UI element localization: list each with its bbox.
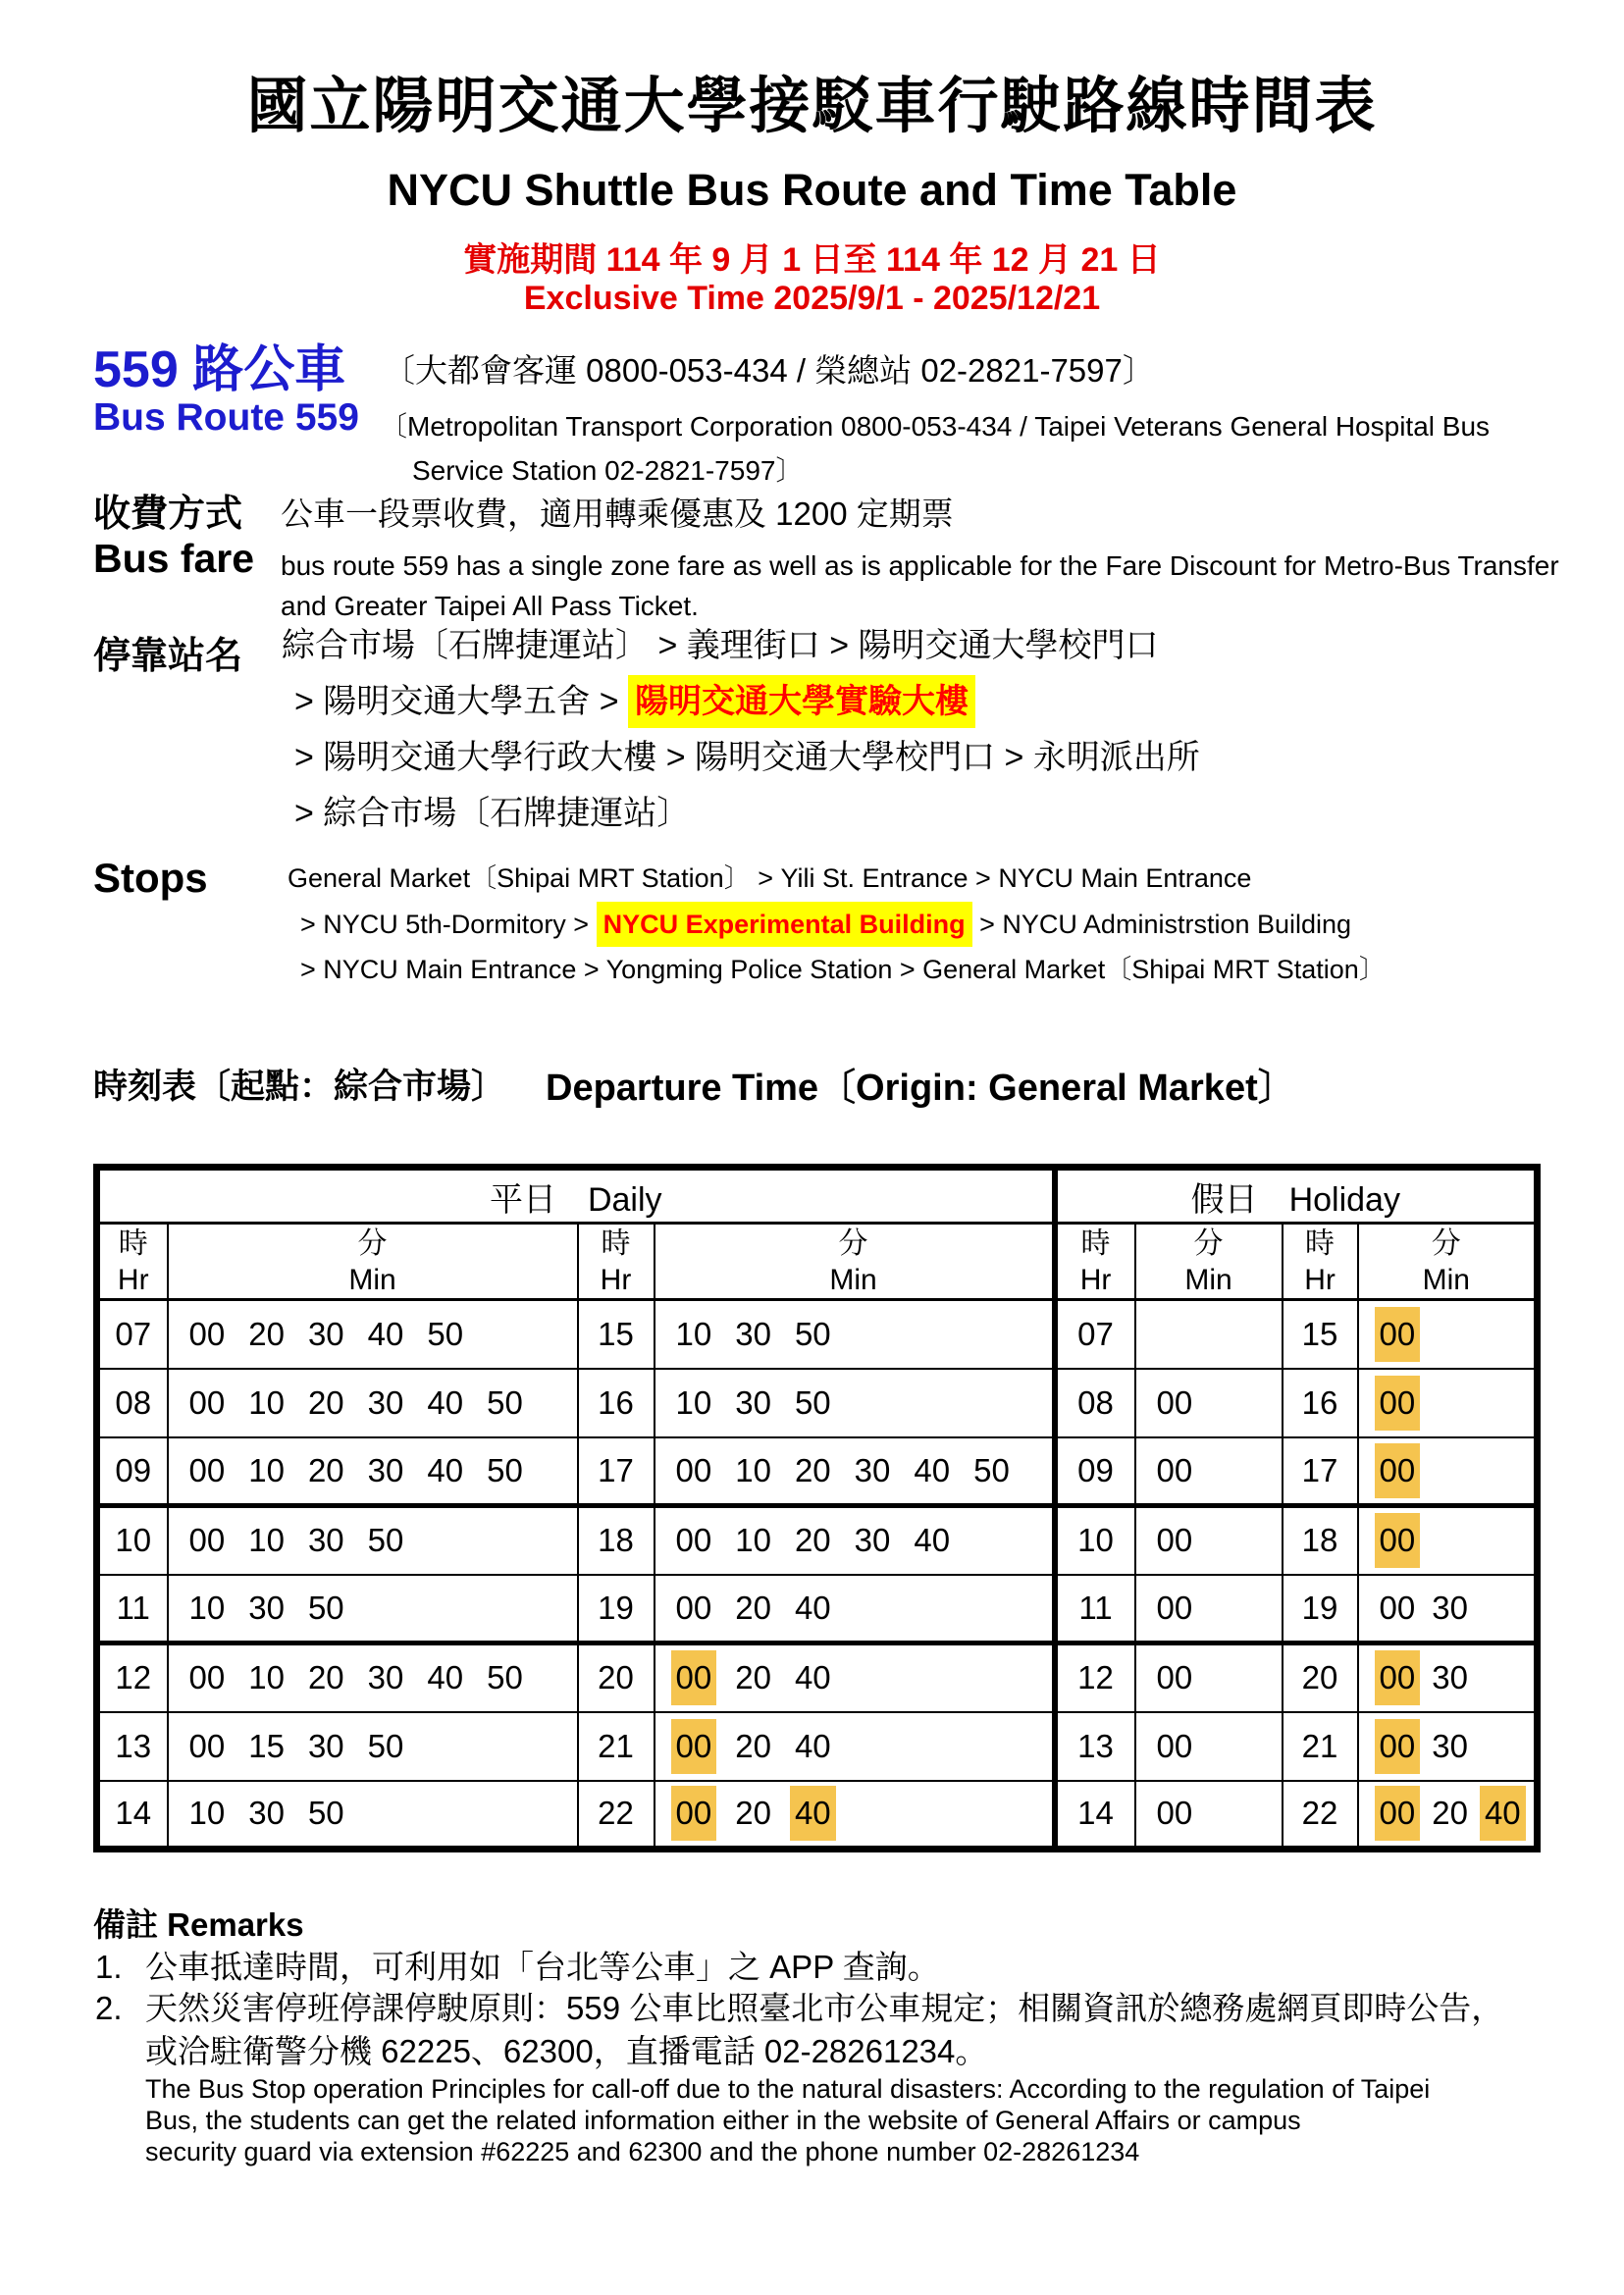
- route-contact-en: 〔Metropolitan Transport Corporation 0800-053-434 / Taipei Veterans General Hospital Bus Service Station 02-2821-7597〕: [380, 411, 1491, 486]
- minute-value: 00: [1156, 1795, 1193, 1832]
- timetable-title-en: Departure Time〔Origin: General Market〕: [546, 1068, 1295, 1109]
- timetable-title-zh: 時刻表〔起點：綜合市場〕: [93, 1068, 506, 1106]
- minute-value: 00: [1156, 1727, 1193, 1764]
- subheader-min: 分 Min: [1358, 1224, 1538, 1300]
- minute-value-highlighted: 40: [1480, 1786, 1526, 1841]
- minute-value: 40: [914, 1522, 951, 1559]
- minutes-cell: [1358, 1369, 1538, 1437]
- minute-value-highlighted: 00: [671, 1786, 717, 1841]
- minute-value: 20: [248, 1315, 285, 1352]
- service-period-en: Exclusive Time 2025/9/1 - 2025/12/21: [523, 280, 1101, 317]
- minute-value: 10: [188, 1589, 226, 1626]
- minute-value: 40: [427, 1451, 464, 1488]
- minute-value: 00: [675, 1522, 712, 1559]
- minute-value: 50: [794, 1383, 831, 1421]
- stop-route-line: > 陽明交通大學五舍 > 陽明交通大學實驗大樓: [282, 674, 1200, 730]
- minute-value: 00: [1379, 1589, 1416, 1626]
- minutes-cell: [1358, 1575, 1538, 1643]
- minute-value: 50: [367, 1522, 404, 1559]
- minute-value: 30: [735, 1383, 771, 1421]
- hour-cell: 19: [1283, 1575, 1358, 1643]
- minute-value-highlighted: 00: [671, 1719, 717, 1774]
- minutes-cell: [168, 1437, 578, 1506]
- remark-text-en: [145, 2073, 1503, 2167]
- stops-route-zh: [282, 618, 1200, 842]
- hour-cell: 21: [578, 1712, 655, 1781]
- hour-cell: 17: [578, 1437, 655, 1506]
- minute-value-highlighted: 00: [1375, 1719, 1421, 1774]
- hour-cell: 21: [1283, 1712, 1358, 1781]
- minute-value: 40: [427, 1383, 464, 1421]
- timetable-row: [97, 1781, 1538, 1850]
- minute-value-highlighted: 00: [1375, 1376, 1421, 1431]
- holiday-header: 假日 Holiday: [1055, 1168, 1538, 1224]
- minute-value: 10: [248, 1451, 285, 1488]
- hour-cell: 14: [97, 1781, 168, 1850]
- minutes-cell: [655, 1369, 1055, 1437]
- minutes-cell: [1135, 1506, 1283, 1575]
- text-line: 天然災害停班停課停駛原則：559 公車比照臺北市公車規定；相關資訊於總務處網頁即時公告，: [145, 1990, 1504, 2026]
- hour-cell: 08: [1055, 1369, 1135, 1437]
- subheader-hr: 時 Hr: [97, 1224, 168, 1300]
- minute-value: 00: [1156, 1451, 1193, 1488]
- minute-value: 30: [307, 1315, 344, 1352]
- daily-header: 平日 Daily: [97, 1168, 1055, 1224]
- minute-value: 50: [487, 1451, 523, 1488]
- remark-item-1: [95, 1946, 940, 1989]
- minute-value: 00: [1156, 1383, 1193, 1421]
- text-line: bus route 559 has a single zone fare as well as is applicable for the Fare Discount for Metro-Bus Transfer: [281, 550, 1559, 581]
- minute-value: 40: [794, 1727, 831, 1764]
- stop-route-line: 綜合市場〔石牌捷運站〕 > 義理街口 > 陽明交通大學校門口: [282, 627, 1159, 664]
- service-period-zh: 實施期間 114 年 9 月 1 日至 114 年 12 月 21 日: [463, 241, 1161, 279]
- remark-item-2: [95, 1987, 1503, 2167]
- remarks-title: 備註 Remarks: [93, 1906, 304, 1943]
- text-line: 或洽駐衛警分機 62225、62300，直播電話 02-28261234。: [145, 2033, 988, 2069]
- hour-cell: 11: [1055, 1575, 1135, 1643]
- page-title: 國立陽明交通大學接駁車行駛路線時間表: [246, 73, 1378, 140]
- text-line: 公車抵達時間，可利用如「台北等公車」之 APP 查詢。: [145, 1949, 940, 1985]
- minute-value: 50: [487, 1383, 523, 1421]
- hour-cell: 13: [97, 1712, 168, 1781]
- minute-value: 10: [248, 1522, 285, 1559]
- minute-value: 50: [973, 1451, 1010, 1488]
- minutes-cell: [655, 1575, 1055, 1643]
- minute-value: 40: [794, 1589, 831, 1626]
- hour-cell: 20: [578, 1643, 655, 1712]
- timetable-body: [97, 1300, 1538, 1850]
- minute-value: 50: [794, 1315, 831, 1352]
- highlighted-stop: 陽明交通大學實驗大樓: [628, 675, 975, 728]
- minute-value: 20: [1432, 1795, 1468, 1832]
- minute-value: 30: [248, 1589, 285, 1626]
- hour-cell: 09: [1055, 1437, 1135, 1506]
- minutes-cell: [1135, 1437, 1283, 1506]
- minute-value: 10: [188, 1795, 226, 1832]
- minutes-cell: [1135, 1575, 1283, 1643]
- stops-label-zh: 停靠站名: [93, 636, 243, 677]
- highlighted-stop: NYCU Experimental Building: [597, 902, 972, 947]
- minutes-cell: [655, 1643, 1055, 1712]
- text-line: Bus, the students can get the related information either in the website of General Affairs or campus: [145, 2106, 1301, 2135]
- subheader-min: 分 Min: [1135, 1224, 1283, 1300]
- minutes-cell: [1358, 1643, 1538, 1712]
- subheader-hr: 時 Hr: [1055, 1224, 1135, 1300]
- remark-number: 1.: [95, 1949, 123, 1985]
- minute-value: 00: [675, 1451, 712, 1488]
- minute-value: 40: [794, 1659, 831, 1696]
- fare-label-en: Bus fare: [93, 536, 255, 581]
- minute-value: 20: [735, 1659, 771, 1696]
- minute-value: 00: [188, 1383, 226, 1421]
- stop-route-line: > NYCU Main Entrance > Yongming Police Station > General Market〔Shipai MRT Station〕: [300, 955, 1386, 984]
- minutes-cell: [655, 1506, 1055, 1575]
- hour-cell: 18: [578, 1506, 655, 1575]
- hour-cell: 14: [1055, 1781, 1135, 1850]
- stops-route-en: [288, 856, 1386, 993]
- minutes-cell: [168, 1643, 578, 1712]
- minute-value: 40: [427, 1659, 464, 1696]
- hour-cell: 16: [1283, 1369, 1358, 1437]
- minutes-cell: [655, 1300, 1055, 1369]
- minutes-cell: [655, 1712, 1055, 1781]
- text-line: The Bus Stop operation Principles for call-off due to the natural disasters: According to the regulation of Taipei: [145, 2074, 1431, 2104]
- minute-value: 50: [307, 1589, 344, 1626]
- hour-cell: 12: [1055, 1643, 1135, 1712]
- minute-value: 20: [735, 1589, 771, 1626]
- minutes-cell: [168, 1712, 578, 1781]
- minute-value: 30: [854, 1451, 891, 1488]
- minute-value: 50: [307, 1795, 344, 1832]
- hour-cell: 10: [97, 1506, 168, 1575]
- minute-value: 00: [188, 1522, 226, 1559]
- hour-cell: 17: [1283, 1437, 1358, 1506]
- timetable-row: [97, 1369, 1538, 1437]
- minutes-cell: [168, 1575, 578, 1643]
- minute-value-highlighted: 00: [1375, 1786, 1421, 1841]
- route-name-en: Bus Route 559: [93, 396, 359, 439]
- timetable-row: [97, 1437, 1538, 1506]
- fare-label-zh: 收費方式: [93, 494, 243, 535]
- minute-value-highlighted: 00: [1375, 1650, 1421, 1705]
- timetable-subheader-row: [97, 1224, 1538, 1300]
- minute-value: 40: [367, 1315, 404, 1352]
- minute-value: 10: [735, 1522, 771, 1559]
- remark-number: 2.: [95, 1990, 123, 2026]
- minutes-cell: [1358, 1300, 1538, 1369]
- hour-cell: 22: [1283, 1781, 1358, 1850]
- minutes-cell: [1135, 1369, 1283, 1437]
- minute-value-highlighted: 40: [790, 1786, 836, 1841]
- minute-value: 00: [188, 1727, 226, 1764]
- minute-value: 10: [735, 1451, 771, 1488]
- subheader-min: 分 Min: [168, 1224, 578, 1300]
- hour-cell: 20: [1283, 1643, 1358, 1712]
- hour-cell: 15: [1283, 1300, 1358, 1369]
- timetable-row: [97, 1575, 1538, 1643]
- timetable-row: [97, 1712, 1538, 1781]
- minute-value: 20: [794, 1451, 831, 1488]
- minutes-cell: [655, 1781, 1055, 1850]
- remark-text-zh: [145, 1946, 940, 1989]
- timetable-row: [97, 1300, 1538, 1369]
- minute-value: 00: [1156, 1659, 1193, 1696]
- minutes-cell: [1135, 1643, 1283, 1712]
- minute-value: 30: [367, 1383, 404, 1421]
- minute-value: 30: [1432, 1589, 1468, 1626]
- minutes-cell: [1358, 1781, 1538, 1850]
- stop-route-line: > NYCU 5th-Dormitory > NYCU Experimental Building > NYCU Administrstion Building: [288, 902, 1386, 948]
- hour-cell: 18: [1283, 1506, 1358, 1575]
- hour-cell: 09: [97, 1437, 168, 1506]
- minute-value: 30: [367, 1659, 404, 1696]
- stops-label-en: Stops: [93, 855, 208, 901]
- minutes-cell: [1358, 1712, 1538, 1781]
- minute-value: 30: [248, 1795, 285, 1832]
- minute-value: 20: [735, 1727, 771, 1764]
- timetable-group-header-row: [97, 1168, 1538, 1224]
- minute-value: 30: [307, 1522, 344, 1559]
- hour-cell: 10: [1055, 1506, 1135, 1575]
- page-title-english: NYCU Shuttle Bus Route and Time Table: [387, 165, 1237, 215]
- minute-value: 30: [1432, 1659, 1468, 1696]
- route-contact-zh: 〔大都會客運 0800-053-434 / 榮總站 02-2821-7597〕: [383, 352, 1155, 389]
- minute-value: 30: [1432, 1727, 1468, 1764]
- stop-route-line: > 陽明交通大學行政大樓 > 陽明交通大學校門口 > 永明派出所: [294, 739, 1200, 776]
- minutes-cell: [168, 1781, 578, 1850]
- hour-cell: 08: [97, 1369, 168, 1437]
- stop-route-line: General Market〔Shipai MRT Station〕 > Yili St. Entrance > NYCU Main Entrance: [288, 863, 1252, 893]
- minute-value: 20: [735, 1795, 771, 1832]
- minute-value: 15: [248, 1727, 285, 1764]
- minute-value: 20: [794, 1522, 831, 1559]
- fare-text-zh: 公車一段票收費，適用轉乘優惠及 1200 定期票: [281, 496, 954, 532]
- hour-cell: 16: [578, 1369, 655, 1437]
- minute-value: 20: [307, 1451, 344, 1488]
- hour-cell: 07: [97, 1300, 168, 1369]
- hour-cell: 07: [1055, 1300, 1135, 1369]
- minutes-cell: [1135, 1712, 1283, 1781]
- minute-value: 00: [188, 1451, 226, 1488]
- minutes-cell: [168, 1369, 578, 1437]
- minute-value: 30: [367, 1451, 404, 1488]
- minute-value: 10: [675, 1383, 712, 1421]
- subheader-min: 分 Min: [655, 1224, 1055, 1300]
- minute-value: 30: [854, 1522, 891, 1559]
- minute-value: 50: [427, 1315, 464, 1352]
- minute-value: 00: [1156, 1589, 1193, 1626]
- minute-value: 50: [487, 1659, 523, 1696]
- minute-value: 10: [248, 1659, 285, 1696]
- minute-value: 40: [914, 1451, 951, 1488]
- minute-value: 30: [307, 1727, 344, 1764]
- minutes-cell: [1358, 1506, 1538, 1575]
- subheader-hr: 時 Hr: [1283, 1224, 1358, 1300]
- route-name-zh: 559 路公車: [93, 341, 346, 398]
- timetable-row: [97, 1506, 1538, 1575]
- minute-value-highlighted: 00: [1375, 1307, 1421, 1362]
- minutes-cell: [1135, 1781, 1283, 1850]
- remark-text-zh: [145, 1987, 1503, 2073]
- minute-value: 10: [675, 1315, 712, 1352]
- minutes-cell: [1358, 1437, 1538, 1506]
- hour-cell: 22: [578, 1781, 655, 1850]
- hour-cell: 13: [1055, 1712, 1135, 1781]
- text-line: security guard via extension #62225 and 62300 and the phone number 02-28261234: [145, 2137, 1140, 2166]
- hour-cell: 15: [578, 1300, 655, 1369]
- minute-value: 00: [1156, 1522, 1193, 1559]
- timetable-row: [97, 1643, 1538, 1712]
- timetable: [93, 1164, 1541, 1852]
- hour-cell: 12: [97, 1643, 168, 1712]
- minute-value: 50: [367, 1727, 404, 1764]
- minute-value: 00: [188, 1315, 226, 1352]
- hour-cell: 11: [97, 1575, 168, 1643]
- minutes-cell: [1135, 1300, 1283, 1369]
- text-line: and Greater Taipei All Pass Ticket.: [281, 591, 699, 621]
- minute-value: 10: [248, 1383, 285, 1421]
- minute-value-highlighted: 00: [1375, 1513, 1421, 1568]
- subheader-hr: 時 Hr: [578, 1224, 655, 1300]
- minute-value: 30: [735, 1315, 771, 1352]
- minute-value: 20: [307, 1659, 344, 1696]
- fare-text-en: [281, 546, 1559, 626]
- minute-value: 00: [675, 1589, 712, 1626]
- minute-value: 20: [307, 1383, 344, 1421]
- minutes-cell: [168, 1506, 578, 1575]
- minute-value-highlighted: 00: [1375, 1443, 1421, 1498]
- minute-value: 00: [188, 1659, 226, 1696]
- hour-cell: 19: [578, 1575, 655, 1643]
- stop-route-line: > 綜合市場〔石牌捷運站〕: [294, 795, 691, 832]
- minutes-cell: [655, 1437, 1055, 1506]
- minute-value-highlighted: 00: [671, 1650, 717, 1705]
- minutes-cell: [168, 1300, 578, 1369]
